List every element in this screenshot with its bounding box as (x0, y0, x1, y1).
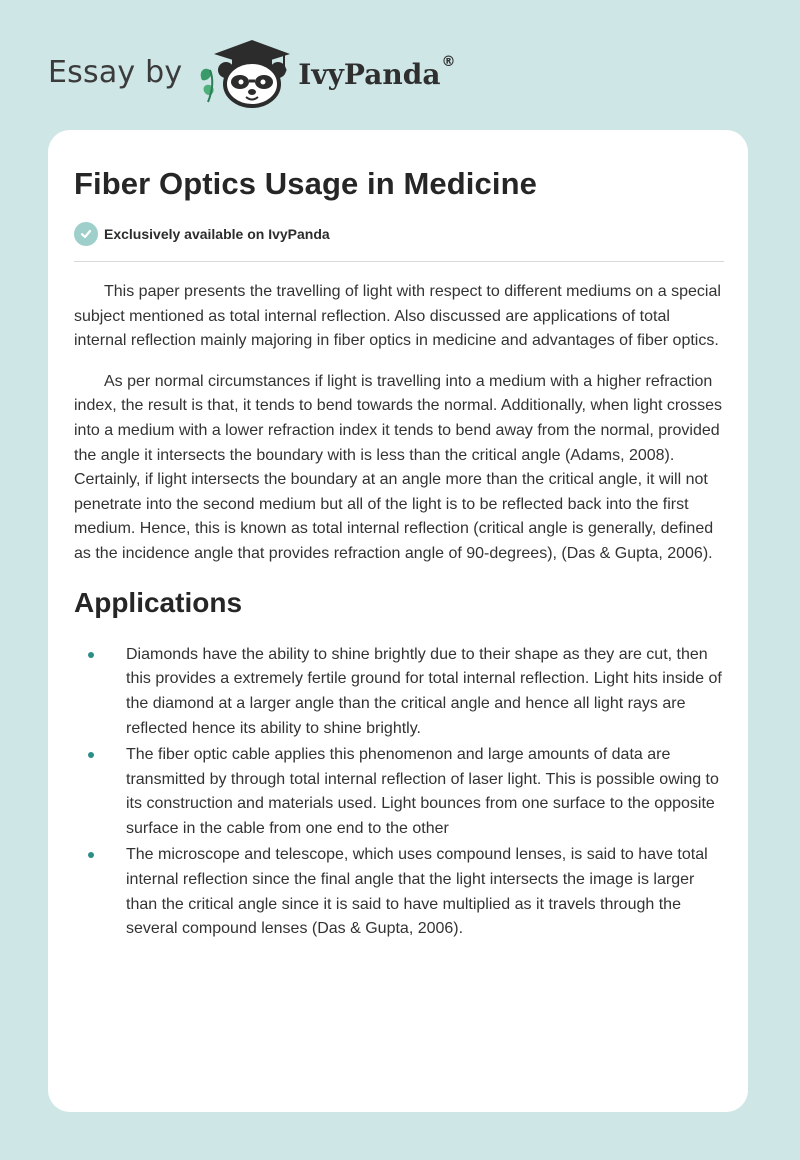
brand-header[interactable] (48, 36, 455, 108)
paragraph: This paper presents the travelling of light with respect to different mediums on a special subject mentioned as total internal reflection. Also discussed are applications of total internal reflection mainly majoring in fiber optics in medicine and advantages of fiber optics. (74, 283, 721, 350)
bullet-dot (88, 652, 94, 658)
divider (74, 261, 724, 262)
section-heading: Applications (74, 586, 243, 618)
essay-card (48, 130, 748, 1112)
list-item-text: The microscope and telescope, which uses compound lenses, is said to have total internal reflection since the final angle that the light intersects the image is larger than the critical angle since it is said to have multiplied as it travels through the several compound lenses (Das & Gupta, 2006). (126, 845, 708, 938)
bullet-dot (88, 752, 94, 758)
list-item-text: The fiber optic cable applies this phenomenon and large amounts of data are transmitted by through total internal reflection of laser light. This is possible owing to its construction and materials used. Light bounces from one surface to the opposite surface in the cable from one end to the other (126, 745, 719, 838)
exclusive-badge (74, 222, 330, 246)
applications-list (74, 643, 724, 943)
brand-name: IvyPanda® (298, 53, 456, 91)
registered-mark: ® (441, 53, 456, 70)
paragraph: As per normal circumstances if light is travelling into a medium with a higher refraction index, the result is that, it tends to bend towards the normal. Additionally, when light crosses into a medium with a lower refraction index it tends to bend away from the normal, provided the angle it intersects the boundary with is less than the critical angle (Adams, 2008). Certainly, if light intersects the boundary at an angle more than the critical angle, it will not penetrate into the second medium but all of the light is to be reflected back into the first medium. Hence, this is known as total internal reflection (critical angle is generally, defined as the incidence angle that provides refraction angle of 90-degrees), (Das & Gupta, 2006). (74, 372, 723, 562)
list-item (74, 743, 724, 842)
exclusive-label: Exclusively available on IvyPanda (104, 226, 330, 242)
page-title: Fiber Optics Usage in Medicine (74, 166, 537, 201)
bullet-dot (88, 852, 94, 858)
list-item (74, 643, 724, 742)
list-item (74, 843, 724, 942)
list-item-text: Diamonds have the ability to shine brightly due to their shape as they are cut, then this provides a extremely fertile ground for total internal reflection. Light hits inside of the diamond at a larger angle than the critical angle and hence all light rays are reflected hence its ability to shine brightly. (126, 645, 722, 737)
essay-body (74, 280, 724, 943)
brand-prefix: Essay by (48, 54, 183, 90)
check-circle-icon (74, 222, 98, 246)
panda-graduate-icon (196, 36, 292, 108)
